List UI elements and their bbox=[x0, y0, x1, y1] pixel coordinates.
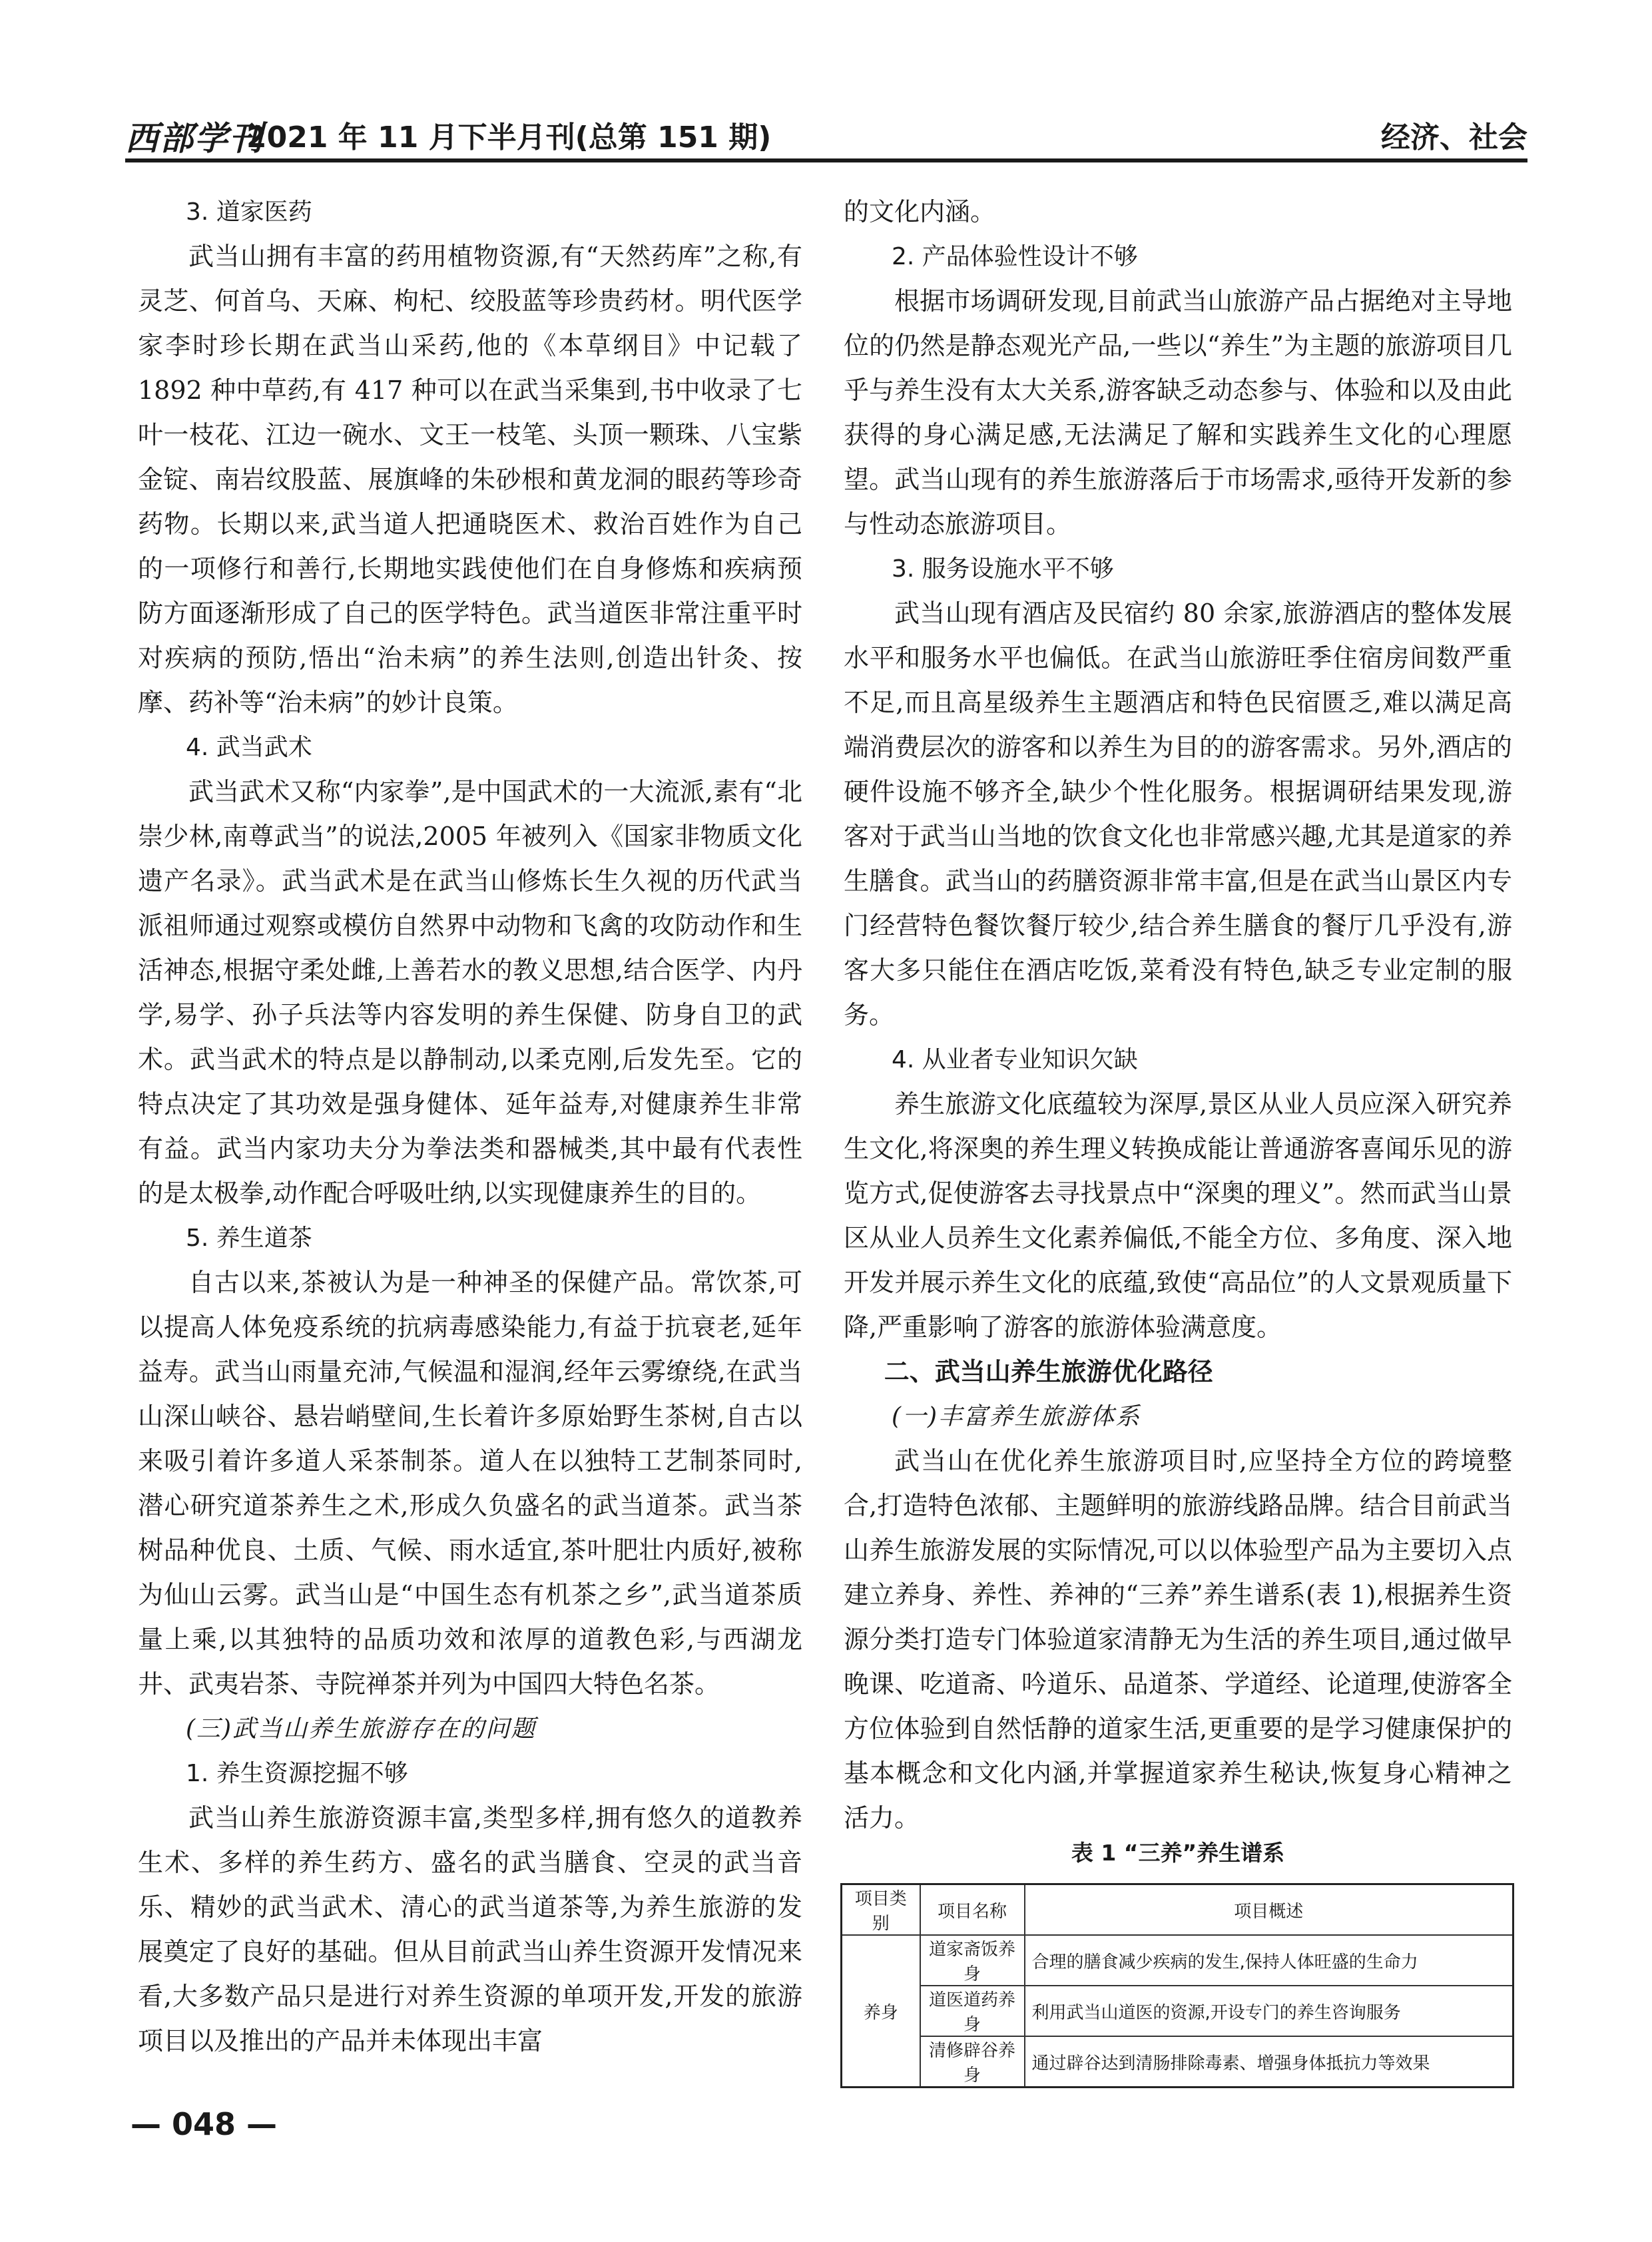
subsection-heading: 4. 武当武术 bbox=[186, 734, 312, 761]
table-cell-category: 养身 bbox=[842, 1935, 920, 2088]
subsection-heading: 2. 产品体验性设计不够 bbox=[892, 243, 1138, 270]
subsection-heading: 1. 养生资源挖掘不够 bbox=[186, 1760, 408, 1787]
table-cell-name: 清修辟谷养身 bbox=[920, 2036, 1025, 2088]
subsection-heading: 3. 道家医药 bbox=[186, 198, 312, 226]
body-paragraph: 自古以来,茶被认为是一种神圣的保健产品。常饮茶,可以提高人体免疫系统的抗病毒感染能力,有益于抗衰老,延年益寿。武当山雨量充沛,气候温和湿润,经年云雾缭绕,在武当山深山峡谷、悬岩峭壁间,生长着许多原始野生茶树,自古以来吸引着许多道人采茶制茶。道人在以独特工艺制茶同时,潜心研究道茶养生之术,形成久负盛名的武当道茶。武当茶树品种优良、土质、气候、雨水适宜,茶叶肥壮内质好,被称为仙山云雾。武当山是“中国生态有机茶之乡”,武当道茶质量上乘,以其独特的品质功效和浓厚的道教色彩,与西湖龙井、武夷岩茶、寺院禅茶并列为中国四大特色名茶。 bbox=[138, 1268, 802, 1699]
body-paragraph: 武当山现有酒店及民宿约 80 余家,旅游酒店的整体发展水平和服务水平也偏低。在武当山旅游旺季住宿房间数严重不足,而且高星级养生主题酒店和特色民宿匮乏,难以满足高端消费层次的游客和以养生为目的的游客需求。另外,酒店的硬件设施不够齐全,缺少个性化服务。根据调研结果发现,游客对于武当山当地的饮食文化也非常感兴趣,尤其是道家的养生膳食。武当山的药膳资源非常丰富,但是在武当山景区内专门经营特色餐饮餐厅较少,结合养生膳食的餐厅几乎没有,游客大多只能住在酒店吃饭,菜肴没有特色,缺乏专业定制的服务。 bbox=[844, 599, 1512, 1029]
right-column bbox=[844, 190, 1512, 1840]
table-row bbox=[842, 1986, 1514, 2036]
subsection-heading: 5. 养生道茶 bbox=[186, 1225, 312, 1252]
table-cell-name: 道医道药养身 bbox=[920, 1986, 1025, 2036]
issue-info: 2021 年 11 月下半月刊(总第 151 期) bbox=[246, 121, 772, 154]
table-cell-desc: 通过辟谷达到清肠排除毒素、增强身体抵抗力等效果 bbox=[1025, 2036, 1514, 2088]
table-cell-desc: 利用武当山道医的资源,开设专门的养生咨询服务 bbox=[1025, 1986, 1514, 2036]
section-heading: 二、武当山养生旅游优化路径 bbox=[884, 1357, 1213, 1386]
subsection-heading: 4. 从业者专业知识欠缺 bbox=[892, 1046, 1138, 1073]
table-row bbox=[842, 2036, 1514, 2088]
table-cell-name: 道家斋饭养身 bbox=[920, 1935, 1025, 1986]
body-paragraph: 武当山拥有丰富的药用植物资源,有“天然药库”之称,有灵芝、何首乌、天麻、枸杞、绞股蓝等珍贵药材。明代医学家李时珍长期在武当山采药,他的《本草纲目》中记载了 1892 种中草药,有 417 种可以在武当采集到,书中收录了七叶一枝花、江边一碗水、文王一枝笔、头顶一颗珠、八宝紫金锭、南岩纹股蓝、展旗峰的朱砂根和黄龙洞的眼药等珍奇药物。长期以来,武当道人把通晓医术、救治百姓作为自己的一项修行和善行,长期地实践使他们在自身修炼和疾病预防方面逐渐形成了自己的医学特色。武当道医非常注重平时对疾病的预防,悟出“治未病”的养生法则,创造出针灸、按摩、药补等“治未病”的妙计良策。 bbox=[138, 242, 802, 717]
left-column bbox=[138, 190, 802, 2064]
subsection-title: (一)丰富养生旅游体系 bbox=[892, 1403, 1141, 1430]
body-paragraph: 武当山在优化养生旅游项目时,应坚持全方位的跨境整合,打造特色浓郁、主题鲜明的旅游线路品牌。结合目前武当山养生旅游发展的实际情况,可以以体验型产品为主要切入点建立养身、养性、养神的“三养”养生谱系(表 1),根据养生资源分类打造专门体验道家清静无为生活的养生项目,通过做早晚课、吃道斋、吟道乐、品道茶、学道经、论道理,使游客全方位体验到自然恬静的道家生活,更重要的是学习健康保护的基本概念和文化内涵,并掌握道家养生秘诀,恢复身心精神之活力。 bbox=[844, 1446, 1512, 1832]
section-name: 经济、社会 bbox=[1381, 121, 1527, 154]
table-row bbox=[842, 1935, 1514, 1986]
table-header-name: 项目名称 bbox=[920, 1884, 1025, 1936]
body-paragraph: 的文化内涵。 bbox=[844, 197, 996, 226]
running-header bbox=[125, 105, 1527, 162]
table-header-category: 项目类别 bbox=[842, 1884, 920, 1936]
journal-logo: 西部学刊 bbox=[125, 119, 264, 158]
table-cell-desc: 合理的膳食减少疾病的发生,保持人体旺盛的生命力 bbox=[1025, 1935, 1514, 1986]
body-paragraph: 养生旅游文化底蕴较为深厚,景区从业人员应深入研究养生文化,将深奥的养生理义转换成能让普通游客喜闻乐见的游览方式,促使游客去寻找景点中“深奥的理义”。然而武当山景区从业人员养生文化素养偏低,不能全方位、多角度、深入地开发并展示养生文化的底蕴,致使“高品位”的人文景观质量下降,严重影响了游客的旅游体验满意度。 bbox=[844, 1089, 1512, 1342]
sanyang-table bbox=[840, 1883, 1514, 2088]
body-paragraph: 武当山养生旅游资源丰富,类型多样,拥有悠久的道教养生术、多样的养生药方、盛名的武当膳食、空灵的武当音乐、精妙的武当武术、清心的武当道茶等,为养生旅游的发展奠定了良好的基础。但从目前武当山养生资源开发情况来看,大多数产品只是进行对养生资源的单项开发,开发的旅游项目以及推出的产品并未体现出丰富 bbox=[138, 1803, 802, 2056]
table-title: 表 1 “三养”养生谱系 bbox=[1071, 1840, 1285, 1866]
subsection-heading: 3. 服务设施水平不够 bbox=[892, 555, 1114, 583]
body-paragraph: 根据市场调研发现,目前武当山旅游产品占据绝对主导地位的仍然是静态观光产品,一些以“养生”为主题的旅游项目几乎与养生没有太大关系,游客缺乏动态参与、体验和以及由此获得的身心满足感,无法满足了解和实践养生文化的心理愿望。武当山现有的养生旅游落后于市场需求,亟待开发新的参与性动态旅游项目。 bbox=[844, 286, 1512, 539]
subsection-title: (三)武当山养生旅游存在的问题 bbox=[186, 1715, 537, 1743]
page-number: — 048 — bbox=[131, 2106, 278, 2142]
body-paragraph: 武当武术又称“内家拳”,是中国武术的一大流派,素有“北崇少林,南尊武当”的说法,2005 年被列入《国家非物质文化遗产名录》。武当武术是在武当山修炼长生久视的历代武当派祖师通过观察或模仿自然界中动物和飞禽的攻防动作和生活神态,根据守柔处雌,上善若水的教义思想,结合医学、内丹学,易学、孙子兵法等内容发明的养生保健、防身自卫的武术。武当武术的特点是以静制动,以柔克刚,后发先至。它的特点决定了其功效是强身健体、延年益寿,对健康养生非常有益。武当内家功夫分为拳法类和器械类,其中最有代表性的是太极拳,动作配合呼吸吐纳,以实现健康养生的目的。 bbox=[138, 777, 802, 1208]
table-header-desc: 项目概述 bbox=[1025, 1884, 1514, 1936]
